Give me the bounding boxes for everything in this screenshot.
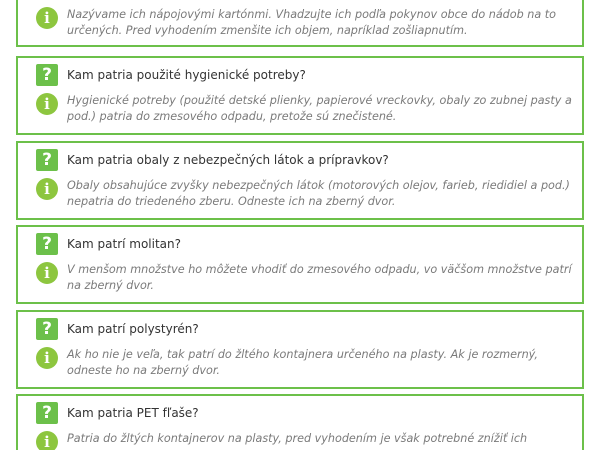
question-text: Kam patria použité hygienické potreby? <box>67 68 306 82</box>
question-text: Kam patria obaly z nebezpečných látok a prípravkov? <box>67 153 389 167</box>
faq-card <box>16 0 584 47</box>
faq-question <box>36 149 572 173</box>
answer-text: Ak ho nie je veľa, tak patrí do žltého kontajnera určeného na plasty. Ak je rozmerný, odneste ho na zberný dvor. <box>67 348 538 377</box>
question-mark-icon: ? <box>36 402 58 424</box>
faq-question <box>36 64 572 88</box>
faq-card <box>16 310 584 389</box>
faq-card <box>16 394 584 450</box>
info-icon: i <box>36 262 58 284</box>
info-icon: i <box>36 178 58 200</box>
faq-card <box>16 141 584 220</box>
info-icon: i <box>36 347 58 369</box>
faq-card <box>16 225 584 304</box>
answer-text: Obaly obsahujúce zvyšky nebezpečných látok (motorových olejov, farieb, riedidiel a pod.) nepatria do triedeného zberu. Odneste ich na zberný dvor. <box>67 179 570 208</box>
faq-card <box>16 56 584 135</box>
question-text: Kam patria PET fľaše? <box>67 406 199 420</box>
question-text: Kam patrí polystyrén? <box>67 322 199 336</box>
info-icon: i <box>36 93 58 115</box>
answer-text: Patria do žltých kontajnerov na plasty, pred vyhodením je však potrebné znížiť ich <box>67 432 528 445</box>
faq-question <box>36 402 572 426</box>
faq-question <box>36 318 572 342</box>
question-mark-icon: ? <box>36 64 58 86</box>
answer-text: Hygienické potreby (použité detské plienky, papierové vreckovky, obaly zo zubnej pasty a pod.) patria do zmesového odpadu, pretože sú znečistené. <box>67 94 572 123</box>
question-mark-icon: ? <box>36 149 58 171</box>
question-mark-icon: ? <box>36 318 58 340</box>
faq-question <box>36 233 572 257</box>
question-mark-icon: ? <box>36 233 58 255</box>
question-text: Kam patrí molitan? <box>67 237 182 251</box>
answer-text: Nazývame ich nápojovými kartónmi. Vhadzujte ich podľa pokynov obce do nádob na to určených. Pred vyhodením zmenšite ich objem, napríklad zošliapnutím. <box>67 8 557 37</box>
info-icon: i <box>36 431 58 450</box>
answer-text: V menšom množstve ho môžete vhodiť do zmesového odpadu, vo väčšom množstve patrí na zberný dvor. <box>67 263 572 292</box>
info-icon: i <box>36 7 58 29</box>
